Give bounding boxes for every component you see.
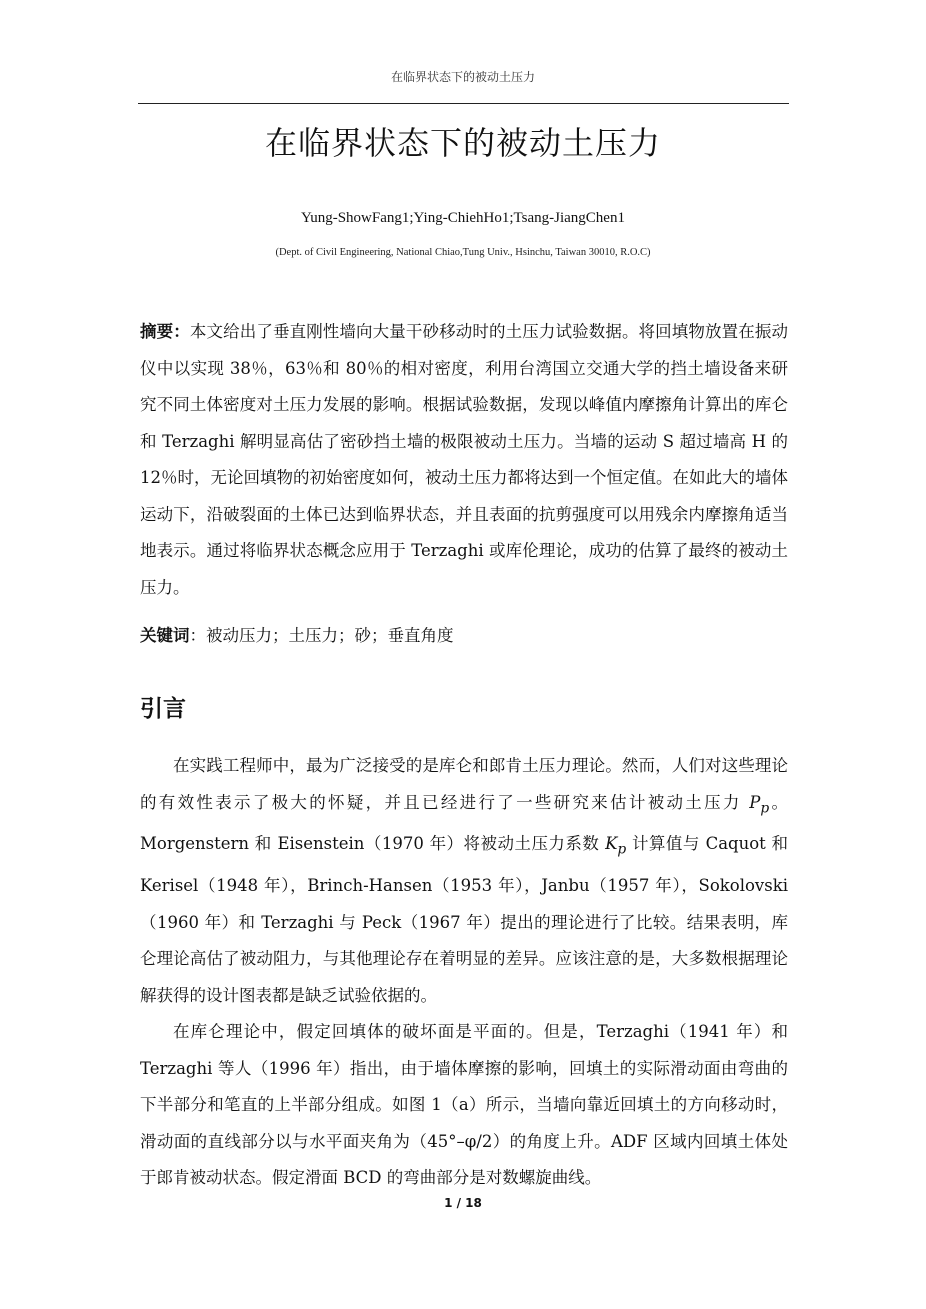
affiliation: (Dept. of Civil Engineering, National Chiao,Tung Univ., Hsinchu, Taiwan 30010, R.O.C)	[275, 247, 651, 258]
symbol-kp-sub: p	[617, 841, 627, 858]
authors: Yung-ShowFang1;Ying-ChiehHo1;Tsang-JiangChen1	[301, 210, 625, 226]
abstract	[140, 314, 788, 606]
keywords-text: ：被动压力；土压力；砂；垂直角度	[189, 626, 454, 645]
symbol-kp	[605, 834, 627, 858]
intro-paragraph-2: 在库仑理论中，假定回填体的破坏面是平面的。但是，Terzaghi（1941 年）和 Terzaghi 等人（1996 年）指出，由于墙体摩擦的影响，回填土的实际滑动面由弯曲的下半部分和笔直的上半部分组成。如图 1（a）所示，当墙向靠近回填土的方向移动时，滑动面的直线部分以与水平面夹角为（45°–φ/2）的角度上升。ADF 区域内回填土体处于郎肯被动状态。假定滑面 BCD 的弯曲部分是对数螺旋曲线。	[140, 1022, 788, 1188]
symbol-pp-sub: p	[760, 799, 770, 816]
running-header: 在临界状态下的被动土压力	[390, 70, 535, 84]
intro-paragraph-1	[140, 748, 788, 1014]
page-number: 1 / 18	[444, 1196, 482, 1210]
abstract-label: 摘要：	[140, 322, 190, 341]
abstract-text: 本文给出了垂直刚性墙向大量干砂移动时的土压力试验数据。将回填物放置在振动仪中以实现 38％，63％和 80％的相对密度，利用台湾国立交通大学的挡土墙设备来研究不同土体密度对土压力发展的影响。根据试验数据，发现以峰值内摩擦角计算出的库仑和 Terzaghi 解明显高估了密砂挡土墙的极限被动土压力。当墙的运动 S 超过墙高 H 的 12％时，无论回填物的初始密度如何，被动土压力都将达到一个恒定值。在如此大的墙体运动下，沿破裂面的土体已达到临界状态，并且表面的抗剪强度可以用残余内摩擦角适当地表示。通过将临界状态概念应用于 Terzaghi 或库伦理论，成功的估算了最终的被动土压力。	[140, 322, 789, 597]
introduction-body	[140, 748, 788, 1197]
header-rule	[138, 103, 789, 104]
symbol-pp	[749, 792, 770, 816]
section-title-introduction: 引言	[140, 696, 186, 722]
symbol-pp-main: P	[749, 792, 761, 812]
intro-p1-part-a: 在实践工程师中，最为广泛接受的是库仑和郎肯土压力理论。然而，人们对这些理论的有效性表示了极大的怀疑，并且已经进行了一些研究来估计被动土压力	[140, 756, 788, 812]
intro-p1-part-b: 。Morgenstern 和 Eisenstein（1970 年）将被动土压力系数	[140, 792, 789, 854]
intro-p1-part-c: 计算值与 Caquot 和 Kerisel（1948 年），Brinch-Hansen（1953 年），Janbu（1957 年），Sokolovski（1960 年）和 Terzaghi 与 Peck（1967 年）提出的理论进行了比较。结果表明，库仑理论高估了被动阻力，与其他理论存在着明显的差异。应该注意的是，大多数根据理论解获得的设计图表都是缺乏试验依据的。	[140, 834, 789, 1005]
paper-title: 在临界状态下的被动土压力	[264, 124, 661, 162]
keywords-label: 关键词	[140, 626, 190, 645]
symbol-kp-main: K	[605, 834, 618, 854]
keywords	[140, 618, 788, 655]
